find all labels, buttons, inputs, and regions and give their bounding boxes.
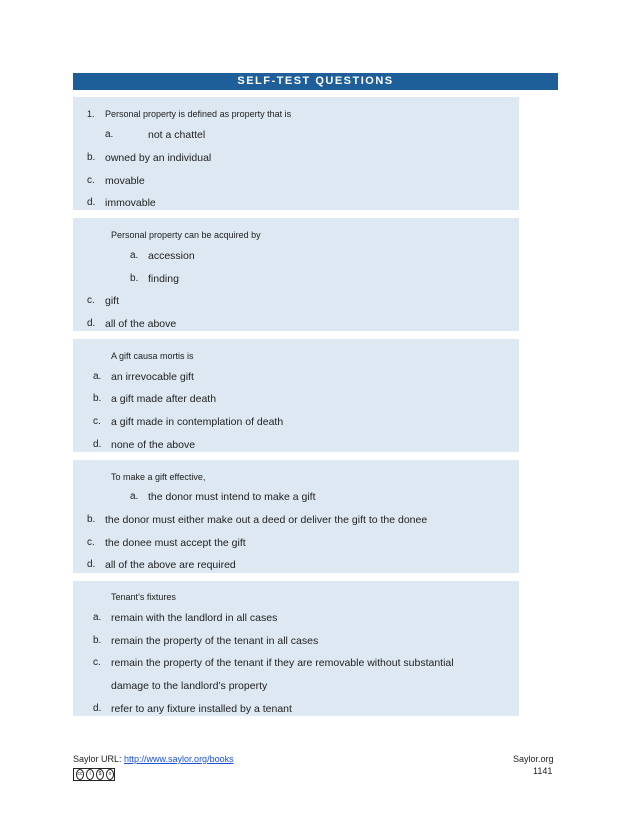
option-marker: c. [93, 416, 101, 427]
option-marker: b. [93, 635, 102, 646]
question-text: Personal property can be acquired by [111, 230, 261, 240]
footer-site: Saylor.org [513, 754, 554, 764]
question-number: 1. [87, 109, 95, 119]
nc-icon: $ [96, 769, 104, 780]
url-label: Saylor URL: [73, 754, 122, 764]
option-marker: a. [93, 371, 102, 382]
option-text: an irrevocable gift [111, 371, 194, 383]
option-text: remain the property of the tenant in all cases [111, 635, 319, 647]
option-text: none of the above [111, 439, 196, 451]
option-text: the donor must intend to make a gift [148, 491, 316, 503]
option-text: the donee must accept the gift [105, 537, 246, 549]
option-marker: a. [130, 491, 139, 502]
cc-by-nc-sa-icon [73, 768, 115, 781]
option-marker: d. [87, 197, 96, 208]
option-marker: b. [93, 393, 102, 404]
option-text: a gift made in contemplation of death [111, 416, 284, 428]
cc-icon: cc [76, 769, 84, 780]
option-text-continued: damage to the landlord’s property [111, 680, 268, 692]
option-text: remain with the landlord in all cases [111, 612, 278, 624]
option-text: a gift made after death [111, 393, 217, 405]
option-marker: a. [105, 129, 114, 140]
option-marker: b. [87, 514, 96, 525]
option-text: accession [148, 250, 195, 262]
footer-url-label [73, 754, 234, 764]
section-header: SELF-TEST QUESTIONS [73, 73, 558, 90]
option-text: finding [148, 273, 179, 285]
question-text: A gift causa mortis is [111, 351, 194, 361]
sa-icon: o [106, 769, 114, 780]
option-marker: b. [87, 152, 96, 163]
option-text: all of the above are required [105, 559, 236, 571]
question-text: To make a gift effective, [111, 472, 206, 482]
option-marker: c. [93, 657, 101, 668]
option-text: immovable [105, 197, 156, 209]
by-icon: i [86, 769, 94, 780]
option-text: remain the property of the tenant if they are removable without substantial [111, 657, 454, 669]
option-text: the donor must either make out a deed or deliver the gift to the donee [105, 514, 428, 526]
option-text: owned by an individual [105, 152, 212, 164]
option-marker: a. [93, 612, 102, 623]
option-marker: c. [87, 537, 95, 548]
option-marker: d. [93, 703, 102, 714]
option-text: gift [105, 295, 120, 307]
option-text: all of the above [105, 318, 177, 330]
option-marker: d. [87, 559, 96, 570]
question-text: Personal property is defined as property that is [105, 109, 292, 119]
option-marker: a. [130, 250, 139, 261]
question-text: Tenant’s fixtures [111, 592, 176, 602]
option-text: not a chattel [148, 129, 206, 141]
option-marker: d. [93, 439, 102, 450]
option-text: movable [105, 175, 145, 187]
page-number: 1141 [533, 766, 553, 776]
option-marker: c. [87, 295, 95, 306]
option-marker: c. [87, 175, 95, 186]
option-text: refer to any fixture installed by a tenant [111, 703, 292, 715]
option-marker: b. [130, 273, 139, 284]
saylor-url-link[interactable]: http://www.saylor.org/books [124, 754, 234, 764]
option-marker: d. [87, 318, 96, 329]
